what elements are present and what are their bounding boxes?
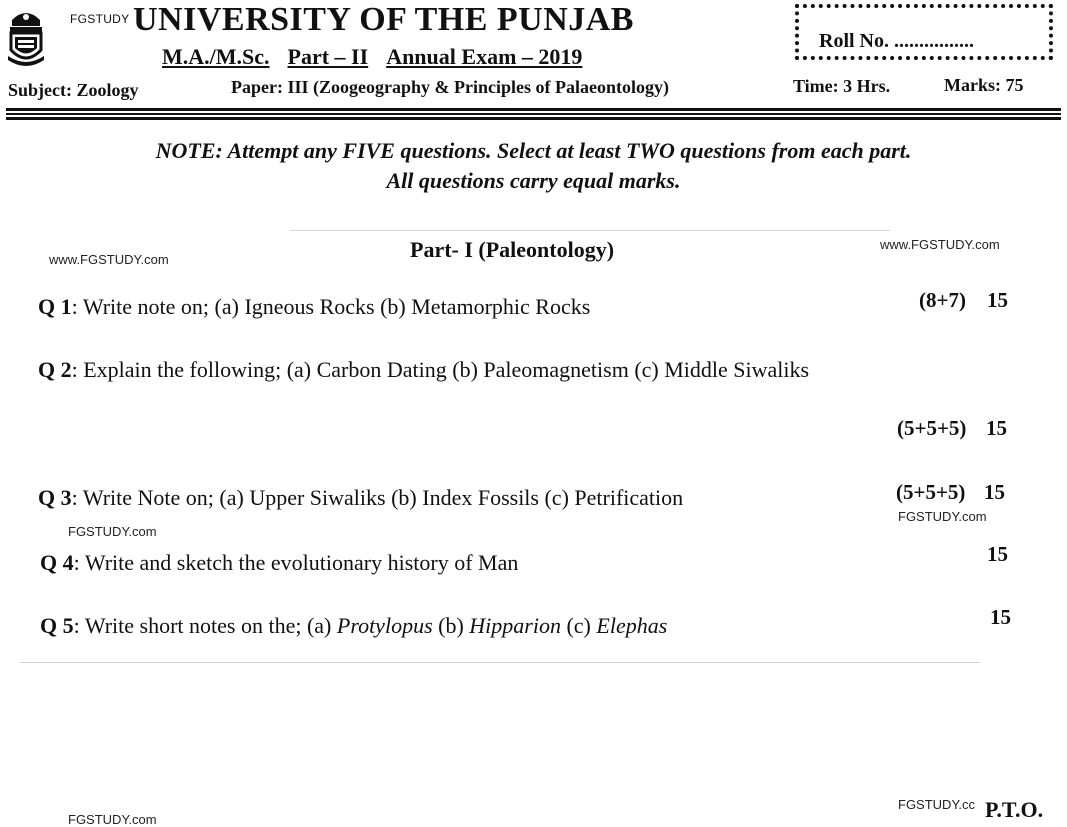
question-4	[40, 550, 518, 576]
note-line-2: All questions carry equal marks.	[386, 168, 681, 193]
question-4-marks: 15	[987, 542, 1008, 566]
question-number: Q 1	[38, 294, 72, 319]
question-number: Q 4	[40, 550, 74, 575]
question-text: (c)	[560, 613, 597, 638]
question-text: : Write Note on; (a) Upper Siwaliks (b) Index Fossils (c) Petrification	[71, 485, 684, 510]
question-text: : Write and sketch the evolutionary history of Man	[73, 550, 519, 575]
degree-label: M.A./M.Sc.	[162, 44, 270, 69]
watermark: www.FGSTUDY.com	[880, 237, 1000, 252]
subject-label: Subject: Zoology	[8, 80, 139, 100]
watermark: FGSTUDY.com	[68, 812, 157, 827]
note-line-1: NOTE: Attempt any FIVE questions. Select at least TWO questions from each part.	[155, 138, 912, 163]
question-5-marks: 15	[990, 605, 1011, 629]
question-text: : Explain the following; (a) Carbon Dating (b) Paleomagnetism (c) Middle Siwaliks	[71, 357, 810, 382]
watermark: FGSTUDY.com	[68, 524, 157, 539]
part-title: Part- I (Paleontology)	[410, 237, 615, 262]
question-1-marks: 15	[987, 288, 1008, 312]
university-crest-icon	[6, 6, 46, 68]
university-title: UNIVERSITY OF THE PUNJAB	[133, 1, 634, 38]
time-label: Time: 3 Hrs.	[793, 76, 891, 96]
question-text: (b)	[432, 613, 470, 638]
question-2-marks: 15	[986, 416, 1007, 440]
exam-line	[162, 44, 582, 70]
watermark: FGSTUDY.cc	[898, 797, 976, 812]
header-rule-top	[6, 108, 1061, 111]
question-text: : Write note on; (a) Igneous Rocks (b) Metamorphic Rocks	[71, 294, 591, 319]
roll-number-field: Roll No. ................	[819, 30, 974, 52]
faint-line	[290, 230, 890, 231]
watermark: www.FGSTUDY.com	[49, 252, 169, 267]
question-3	[38, 485, 683, 511]
question-number: Q 2	[38, 357, 72, 382]
question-text: : Write short notes on the; (a)	[73, 613, 337, 638]
taxon-name: Elephas	[596, 613, 668, 638]
taxon-name: Protylopus	[336, 613, 433, 638]
pto-label: P.T.O.	[985, 797, 1044, 822]
brand-label: FGSTUDY	[70, 12, 130, 26]
question-3-marks: 15	[984, 480, 1005, 504]
total-marks-label: Marks: 75	[944, 75, 1024, 95]
taxon-name: Hipparion	[469, 613, 561, 638]
question-2	[38, 357, 809, 383]
question-1-split: (8+7)	[919, 288, 966, 312]
roll-number-box	[795, 4, 1053, 60]
faint-line	[20, 662, 980, 663]
question-number: Q 5	[40, 613, 74, 638]
question-number: Q 3	[38, 485, 72, 510]
watermark: FGSTUDY.com	[898, 509, 987, 524]
question-1	[38, 294, 590, 320]
question-5	[40, 613, 667, 639]
paper-label: Paper: III (Zoogeography & Principles of Palaeontology)	[231, 77, 669, 97]
header-rule-bottom	[6, 117, 1061, 120]
question-3-split: (5+5+5)	[896, 480, 966, 504]
header-rule-mid	[6, 113, 1061, 115]
question-2-split: (5+5+5)	[897, 416, 967, 440]
part-label: Part – II	[287, 44, 369, 69]
exam-label: Annual Exam – 2019	[386, 44, 583, 69]
